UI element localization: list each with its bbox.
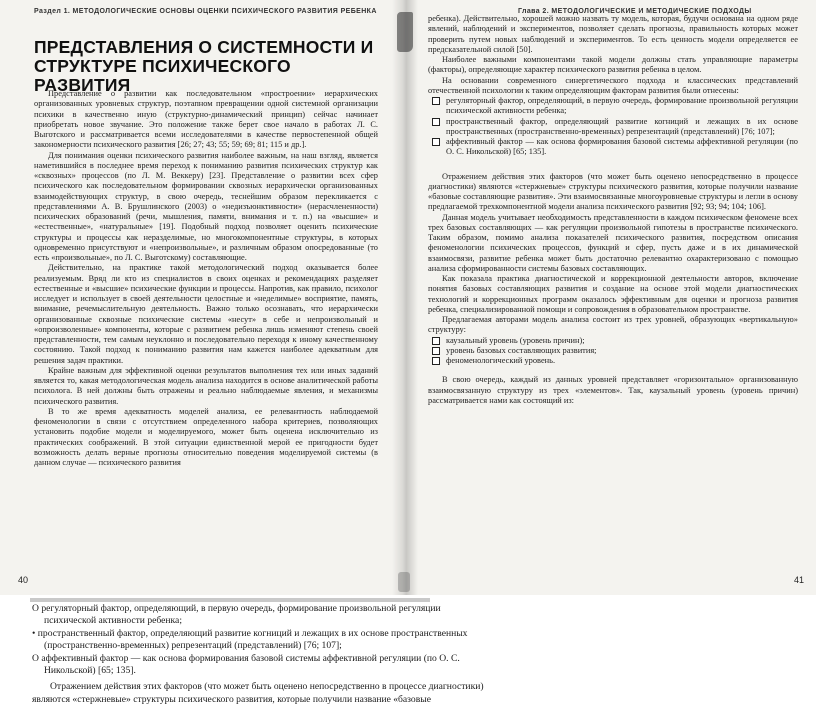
right-text-column [428, 14, 798, 562]
chapter-title: ПРЕДСТАВЛЕНИЯ О СИСТЕМНОСТИ И СТРУКТУРЕ ПСИХИЧЕСКОГО РАЗВИТИЯ [34, 37, 374, 95]
paragraph-line: являются «стержневые» структуры психического развития, которые получили название «базовые [32, 693, 431, 705]
page-number: 41 [793, 575, 804, 585]
running-head: Глава 2. МЕТОДОЛОГИЧЕСКИЕ И МЕТОДИЧЕСКИЕ ПОДХОДЫ [518, 8, 752, 15]
checkbox-bullet-icon [432, 347, 440, 355]
left-text-column [34, 89, 378, 569]
running-head: Раздел 1. МЕТОДОЛОГИЧЕСКИЕ ОСНОВЫ ОЦЕНКИ ПСИХИЧЕСКОГО РАЗВИТИЯ РЕБЕНКА [34, 8, 377, 15]
paragraph: Действительно, на практике такой методологический подход оказывается более реализуемым. Вряд ли кто из специалистов в своих оценках и рекомендациях разделяет естественные и «высшие» психические функции и процессы. Напротив, как правило, психолог исследует и использует в своей деятельности целостные и «неделимые» восприятие, память, внимание, речемыслительную деятельность. Важно только осознавать, что иерархически организованные сквозные психические системы «несут» в себе и непроизвольный и «опроизволенные» компоненты, которые с развитием ребенка лишь изменяют степень своей представленности, тем самым неуклонно и последовательно переходя к иному качественному состоянию. Такой подход к пониманию развития нам кажется наиболее адекватным для решения задач практики. [34, 263, 378, 365]
ocr-text-strip [0, 598, 816, 705]
checkbox-bullet-icon [432, 337, 440, 345]
checkbox-bullet-icon [432, 97, 440, 105]
paragraph: Данная модель учитывает необходимость представленности в каждом психическом феномене всех трех базовых составляющих — как регуляции произвольной гипотезы в пространстве психического. Таким образом, помимо анализа показателей психического развития, посредством описания феноменологии психических процессов, функций и сфер, пусть даже и в их динамической взаимосвязи, развитие ребенка может быть достаточно релевантно охарактеризовано с помощью анализа сформированности системы базовых составляющих. [428, 212, 798, 273]
ocr-content [32, 603, 792, 706]
paragraph: В свою очередь, каждый из данных уровней представляет «горизонтально» организованную взаимосвязанную структуру из трех «элементов». Так, каузальный уровень (уровень причин) рассматривается нами как состоящий из: [428, 375, 798, 405]
list-item: О аффективный фактор — как основа формирования базовой системы аффективной регуляции (по О. С. Никольской) [65; 135]. [32, 652, 460, 677]
paragraph-line: Отражением действия этих факторов (что может быть оценено непосредственно в процессе диагностики) [50, 681, 484, 693]
paragraph: Отражением действия этих факторов (что может быть оценено непосредственно в процессе диагностики) являются «стержневые» структуры психического развития, которые получили название «базовые составляющие развития». Эти взаимосвязанные многоуровневые структуры и легли в основу предлагаемой трехкомпонентной модели анализа психического развития [92; 93; 94; 104; 106]. [428, 171, 798, 212]
paragraph: Предлагаемая авторами модель анализа состоит из трех уровней, образующих «вертикальную» структуру: [428, 315, 798, 335]
paragraph: Крайне важным для эффективной оценки результатов выполнения тех или иных заданий является то, какая методологическая модель анализа находится в основе аналитической работы психолога. В ней должны быть отражены и реально наблюдаемые явления, и механизмы психического развития. [34, 365, 378, 406]
list-item: регуляторный фактор, определяющий, в первую очередь, формирование произвольной регуляции психической активности ребенка; [444, 96, 798, 117]
paragraph: Как показала практика диагностической и коррекционной деятельности авторов, включение понятия базовых составляющих развития и создание на основе этой модели диагностических технологий и коррекционных программ оказалось эффективным для оценки и прогноза развития ребенка, специализированной помощи и сопровождения в образовательном пространстве. [428, 274, 798, 314]
paragraph: На основании современного синергетического подхода и классических представлений отечественной психологии к таким определяющим факторам развития были отнесены: [428, 75, 798, 95]
left-page [0, 0, 402, 595]
list-item: • пространственный фактор, определяющий развитие когниций и лежащих в их основе пространственных (пространственно-временных) репрезентаций (представлений) [76; 107]; [32, 627, 468, 652]
checkbox-bullet-icon [432, 138, 440, 146]
right-page [406, 0, 816, 595]
paragraph: Представление о развитии как последовательном «простроении» иерархических организованных уровневых структур, поэтапном превращении одной системной организации психики в качественно иную (структурно-динамический принцип) сейчас начинает приобретать новое звучание. Это положение также берет свое начало в работах Л. С. Выготского и рассматривается всеми исследователями в качестве первостепенной общей закономерности психического развития [26; 27; 43; 55; 59; 69; 81; 115 и др.]. [34, 89, 378, 150]
page-number: 40 [18, 575, 29, 585]
paragraph: ребенка). Действительно, хорошей можно назвать ту модель, которая, будучи основана на одном ряде явлений, наблюдений и экспериментов, позволяет сделать прогнозы, правильность которых может проверить путем новых наблюдений и экспериментов. То есть ценность модели определяется ее предсказательной силой [50]. [428, 14, 798, 54]
paragraph: Для понимания оценки психического развития наиболее важным, на наш взгляд, является наметившийся в последнее время переход к пониманию развития психических структур как «сквозных» процессов (по Л. М. Веккеру) [23]. Представление о развитии всех сфер психического как последовательном формировании сквозных иерархически организованных взаимодействующих структур, в свою очередь, теснейшим образом перекликается с представлениями А. В. Брушлинского (2003) о «недизъюнктивности» (нерасчлененности) психических образований (речи, мышления, памяти, внимания и т. п.) на «высшие» и «естественные», «натуральные» [19]. Подобный подход позволяет оценить психические структуры и процессы как неразделимые, но многокомпонентные структуры, в которых одновременно присутствуют и «непроизвольные», и различным образом опосредованные (то есть «произвольные», по Л. С. Выготскому) составляющие. [34, 150, 378, 262]
factor-list [428, 96, 798, 158]
list-item: каузальный уровень (уровень причин); [444, 336, 798, 346]
list-item: пространственный фактор, определяющий развитие когниций и лежащих в их основе пространственных (пространственно-временных) репрезентаций (представлений) [76; 107]; [444, 117, 798, 138]
list-item: аффективный фактор — как основа формирования базовой системы аффективной регуляции (по О. С. Никольской) [65; 135]. [444, 137, 798, 158]
list-item: феноменологический уровень. [444, 356, 798, 366]
list-item: уровень базовых составляющих развития; [444, 346, 798, 356]
checkbox-bullet-icon [432, 118, 440, 126]
list-item: О регуляторный фактор, определяющий, в первую очередь, формирование произвольной регуляции психической активности ребенка; [32, 603, 441, 627]
paragraph: В то же время адекватность моделей анализа, ее релевантность наблюдаемой феноменологии в связи с отсутствием определенного набора критериев, позволяющих установить подобие модели и моделируемого, может быть оценена исключительно из практических соображений. В этой ситуации единственной мерой ее пригодности будет возможность делать верные прогнозы относительно поведения моделируемой системы (в данном случае — психического развития [34, 406, 378, 467]
levels-list [428, 336, 798, 367]
cropped-line-remnant [30, 598, 430, 602]
paragraph: Наиболее важными компонентами такой модели должны стать управляющие параметры (факторы), определяющие характер психического развития ребенка в целом. [428, 55, 798, 75]
checkbox-bullet-icon [432, 357, 440, 365]
